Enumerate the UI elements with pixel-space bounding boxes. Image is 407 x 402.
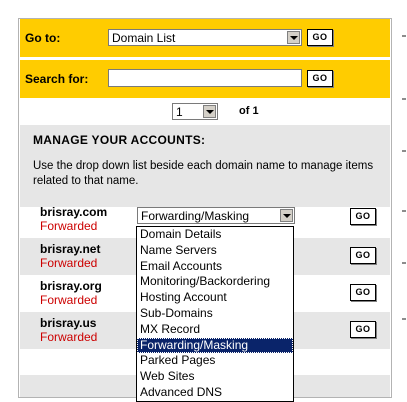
dropdown-option[interactable]: Domain Details (140, 227, 222, 241)
dropdown-option-highlighted[interactable]: Forwarding/Masking (137, 338, 293, 354)
page-select[interactable] (172, 103, 218, 120)
search-input[interactable] (108, 69, 302, 87)
dropdown-option[interactable]: Parked Pages (140, 353, 216, 368)
domain-go-button[interactable]: GO (350, 284, 376, 301)
manage-description: Use the drop down list beside each domain name to manage items related to that name. (33, 160, 374, 187)
page-edge-marks (402, 0, 407, 400)
goto-select[interactable] (108, 29, 302, 46)
domain-name: brisray.org (40, 279, 102, 293)
domain-name: brisray.us (40, 316, 97, 330)
search-row (20, 60, 390, 98)
dropdown-option[interactable]: Hosting Account (140, 290, 227, 305)
chevron-down-icon[interactable] (280, 209, 293, 222)
dropdown-option[interactable]: Sub-Domains (140, 305, 213, 320)
page-select-value: 1 (176, 105, 183, 119)
dropdown-option[interactable]: Monitoring/Backordering (140, 274, 271, 289)
chevron-down-icon[interactable] (203, 105, 216, 118)
goto-label: Go to: (25, 31, 61, 45)
goto-go-button[interactable]: GO (307, 29, 333, 46)
dropdown-option[interactable]: Email Accounts (140, 258, 223, 273)
goto-selected-value: Domain List (112, 31, 176, 45)
domain-action-select[interactable] (137, 207, 295, 224)
dropdown-option[interactable]: MX Record (140, 321, 201, 336)
domain-action-dropdown-list[interactable] (136, 226, 294, 402)
domain-status: Forwarded (40, 330, 98, 344)
manage-accounts-section (20, 125, 390, 207)
dropdown-option[interactable]: Name Servers (140, 242, 217, 257)
goto-row (20, 19, 390, 57)
domain-go-button[interactable]: GO (350, 321, 376, 338)
chevron-down-icon[interactable] (287, 31, 300, 44)
domain-name: brisray.net (40, 242, 101, 256)
search-label: Search for: (25, 72, 89, 86)
page-count: of 1 (239, 105, 259, 117)
domain-go-button[interactable]: GO (350, 208, 376, 225)
domain-status: Forwarded (40, 293, 98, 307)
dropdown-option[interactable]: Web Sites (140, 369, 195, 384)
search-go-button[interactable]: GO (307, 70, 333, 87)
domain-name: brisray.com (40, 205, 108, 219)
domain-go-button[interactable]: GO (350, 247, 376, 264)
manage-heading: MANAGE YOUR ACCOUNTS: (33, 133, 206, 147)
domain-action-value: Forwarding/Masking (141, 209, 250, 223)
domain-status: Forwarded (40, 219, 98, 233)
dropdown-option[interactable]: Advanced DNS (140, 384, 223, 399)
pagination (20, 101, 390, 123)
domain-status: Forwarded (40, 256, 98, 270)
